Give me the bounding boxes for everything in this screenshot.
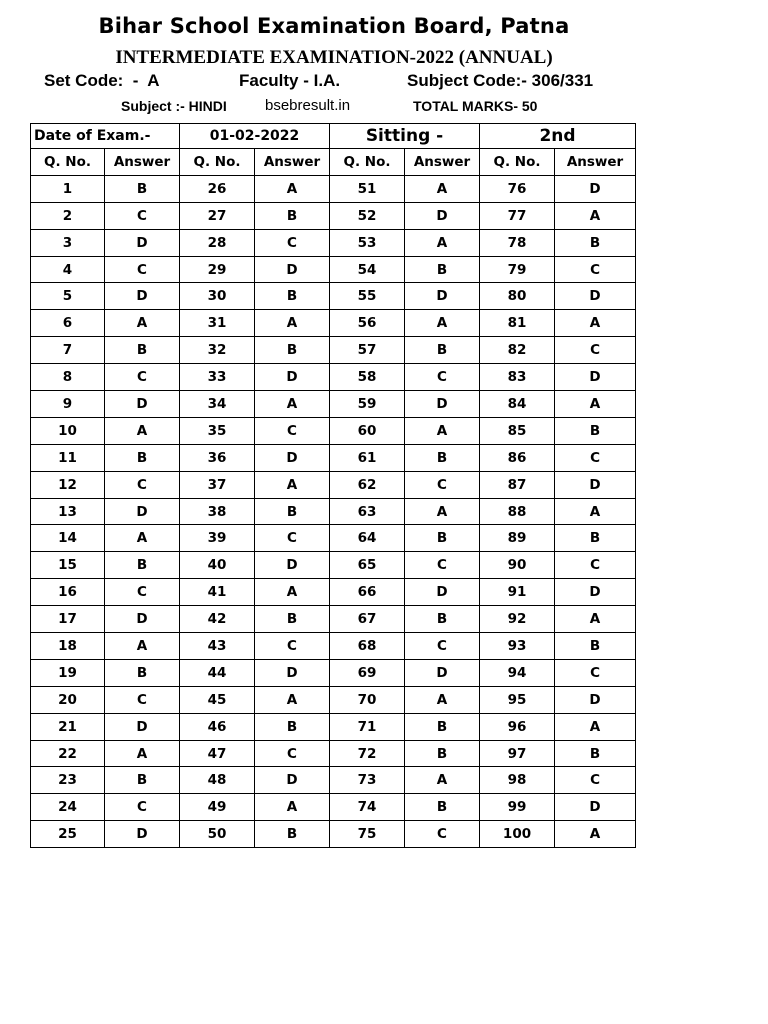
question-number: 89 bbox=[480, 525, 555, 552]
table-row bbox=[31, 821, 636, 848]
col-header-answer: Answer bbox=[105, 149, 180, 176]
answer-cell: A bbox=[405, 767, 480, 794]
question-number: 31 bbox=[180, 310, 255, 337]
answer-cell: B bbox=[555, 417, 636, 444]
answer-cell: A bbox=[255, 391, 330, 418]
answer-cell: C bbox=[105, 794, 180, 821]
question-number: 39 bbox=[180, 525, 255, 552]
table-row bbox=[31, 579, 636, 606]
answer-cell: B bbox=[555, 229, 636, 256]
answer-cell: A bbox=[555, 498, 636, 525]
col-header-qno: Q. No. bbox=[480, 149, 555, 176]
answer-cell: A bbox=[105, 740, 180, 767]
column-header-row bbox=[31, 149, 636, 176]
answer-cell: A bbox=[555, 310, 636, 337]
sitting-label: Sitting - bbox=[330, 124, 480, 149]
answer-cell: A bbox=[555, 713, 636, 740]
answer-cell: D bbox=[555, 471, 636, 498]
question-number: 54 bbox=[330, 256, 405, 283]
answer-cell: D bbox=[105, 606, 180, 633]
question-number: 28 bbox=[180, 229, 255, 256]
question-number: 49 bbox=[180, 794, 255, 821]
question-number: 33 bbox=[180, 364, 255, 391]
answer-cell: C bbox=[105, 364, 180, 391]
question-number: 42 bbox=[180, 606, 255, 633]
answer-cell: B bbox=[405, 444, 480, 471]
answer-cell: D bbox=[255, 659, 330, 686]
question-number: 18 bbox=[31, 633, 105, 660]
question-number: 24 bbox=[31, 794, 105, 821]
answer-cell: A bbox=[405, 175, 480, 202]
question-number: 36 bbox=[180, 444, 255, 471]
answer-cell: B bbox=[405, 525, 480, 552]
question-number: 83 bbox=[480, 364, 555, 391]
question-number: 59 bbox=[330, 391, 405, 418]
question-number: 90 bbox=[480, 552, 555, 579]
question-number: 21 bbox=[31, 713, 105, 740]
answer-cell: D bbox=[105, 713, 180, 740]
answer-cell: D bbox=[555, 794, 636, 821]
answer-cell: B bbox=[255, 821, 330, 848]
exam-title: INTERMEDIATE EXAMINATION-2022 (ANNUAL) bbox=[115, 47, 553, 68]
answer-cell: B bbox=[555, 740, 636, 767]
table-row bbox=[31, 337, 636, 364]
answer-cell: A bbox=[555, 391, 636, 418]
answer-cell: B bbox=[105, 552, 180, 579]
answer-cell: D bbox=[255, 364, 330, 391]
table-row bbox=[31, 444, 636, 471]
answer-cell: C bbox=[255, 229, 330, 256]
question-number: 34 bbox=[180, 391, 255, 418]
table-row bbox=[31, 767, 636, 794]
question-number: 7 bbox=[31, 337, 105, 364]
table-row bbox=[31, 740, 636, 767]
question-number: 91 bbox=[480, 579, 555, 606]
question-number: 61 bbox=[330, 444, 405, 471]
answer-cell: D bbox=[555, 175, 636, 202]
answer-cell: C bbox=[105, 579, 180, 606]
answer-cell: B bbox=[105, 337, 180, 364]
answer-cell: D bbox=[105, 498, 180, 525]
question-number: 97 bbox=[480, 740, 555, 767]
answer-cell: A bbox=[555, 821, 636, 848]
col-header-answer: Answer bbox=[405, 149, 480, 176]
question-number: 14 bbox=[31, 525, 105, 552]
answer-cell: D bbox=[405, 283, 480, 310]
answer-cell: C bbox=[555, 256, 636, 283]
answer-rows bbox=[31, 175, 636, 847]
answer-cell: A bbox=[555, 202, 636, 229]
table-row bbox=[31, 471, 636, 498]
col-header-answer: Answer bbox=[255, 149, 330, 176]
table-row bbox=[31, 606, 636, 633]
answer-cell: B bbox=[255, 202, 330, 229]
table-row bbox=[31, 256, 636, 283]
question-number: 80 bbox=[480, 283, 555, 310]
set-code: Set Code: - A bbox=[44, 71, 160, 90]
question-number: 70 bbox=[330, 686, 405, 713]
question-number: 32 bbox=[180, 337, 255, 364]
answer-cell: B bbox=[105, 175, 180, 202]
question-number: 47 bbox=[180, 740, 255, 767]
answer-cell: B bbox=[255, 713, 330, 740]
question-number: 72 bbox=[330, 740, 405, 767]
question-number: 94 bbox=[480, 659, 555, 686]
answer-cell: C bbox=[555, 659, 636, 686]
question-number: 55 bbox=[330, 283, 405, 310]
table-row bbox=[31, 283, 636, 310]
answer-cell: D bbox=[405, 659, 480, 686]
answer-cell: C bbox=[255, 417, 330, 444]
board-title: Bihar School Examination Board, Patna bbox=[98, 14, 570, 38]
answer-cell: D bbox=[105, 821, 180, 848]
question-number: 85 bbox=[480, 417, 555, 444]
table-row bbox=[31, 364, 636, 391]
question-number: 92 bbox=[480, 606, 555, 633]
answer-cell: C bbox=[555, 767, 636, 794]
question-number: 43 bbox=[180, 633, 255, 660]
answer-cell: C bbox=[255, 633, 330, 660]
answer-cell: D bbox=[255, 256, 330, 283]
answer-cell: D bbox=[405, 202, 480, 229]
question-number: 46 bbox=[180, 713, 255, 740]
answer-cell: D bbox=[105, 391, 180, 418]
question-number: 98 bbox=[480, 767, 555, 794]
table-row bbox=[31, 229, 636, 256]
question-number: 99 bbox=[480, 794, 555, 821]
question-number: 22 bbox=[31, 740, 105, 767]
question-number: 68 bbox=[330, 633, 405, 660]
question-number: 3 bbox=[31, 229, 105, 256]
answer-cell: A bbox=[105, 417, 180, 444]
question-number: 30 bbox=[180, 283, 255, 310]
date-label: Date of Exam.- bbox=[31, 124, 180, 149]
question-number: 38 bbox=[180, 498, 255, 525]
question-number: 77 bbox=[480, 202, 555, 229]
answer-cell: A bbox=[105, 525, 180, 552]
answer-cell: B bbox=[555, 525, 636, 552]
answer-cell: D bbox=[555, 283, 636, 310]
answer-cell: A bbox=[255, 471, 330, 498]
answer-cell: B bbox=[555, 633, 636, 660]
answer-cell: A bbox=[255, 686, 330, 713]
question-number: 16 bbox=[31, 579, 105, 606]
question-number: 12 bbox=[31, 471, 105, 498]
question-number: 13 bbox=[31, 498, 105, 525]
answer-cell: A bbox=[555, 606, 636, 633]
question-number: 93 bbox=[480, 633, 555, 660]
question-number: 64 bbox=[330, 525, 405, 552]
answer-cell: B bbox=[105, 767, 180, 794]
col-header-answer: Answer bbox=[555, 149, 636, 176]
question-number: 20 bbox=[31, 686, 105, 713]
answer-cell: B bbox=[405, 713, 480, 740]
answer-cell: D bbox=[555, 364, 636, 391]
answer-cell: A bbox=[405, 686, 480, 713]
question-number: 10 bbox=[31, 417, 105, 444]
question-number: 87 bbox=[480, 471, 555, 498]
question-number: 27 bbox=[180, 202, 255, 229]
question-number: 76 bbox=[480, 175, 555, 202]
answer-cell: A bbox=[255, 794, 330, 821]
answer-cell: A bbox=[405, 310, 480, 337]
question-number: 79 bbox=[480, 256, 555, 283]
question-number: 23 bbox=[31, 767, 105, 794]
table-row bbox=[31, 659, 636, 686]
question-number: 37 bbox=[180, 471, 255, 498]
table-row bbox=[31, 552, 636, 579]
answer-cell: C bbox=[405, 633, 480, 660]
answer-cell: C bbox=[105, 256, 180, 283]
answer-cell: A bbox=[105, 310, 180, 337]
table-row bbox=[31, 686, 636, 713]
answer-cell: C bbox=[255, 740, 330, 767]
question-number: 74 bbox=[330, 794, 405, 821]
question-number: 71 bbox=[330, 713, 405, 740]
answer-cell: D bbox=[105, 283, 180, 310]
question-number: 26 bbox=[180, 175, 255, 202]
question-number: 11 bbox=[31, 444, 105, 471]
question-number: 44 bbox=[180, 659, 255, 686]
answer-cell: D bbox=[555, 579, 636, 606]
answer-cell: C bbox=[105, 686, 180, 713]
answer-cell: A bbox=[105, 633, 180, 660]
question-number: 100 bbox=[480, 821, 555, 848]
answer-cell: B bbox=[405, 740, 480, 767]
question-number: 63 bbox=[330, 498, 405, 525]
answer-cell: D bbox=[255, 444, 330, 471]
question-number: 52 bbox=[330, 202, 405, 229]
answer-cell: D bbox=[405, 391, 480, 418]
table-row bbox=[31, 498, 636, 525]
table-row bbox=[31, 525, 636, 552]
table-row bbox=[31, 713, 636, 740]
answer-cell: B bbox=[405, 256, 480, 283]
question-number: 45 bbox=[180, 686, 255, 713]
question-number: 82 bbox=[480, 337, 555, 364]
question-number: 56 bbox=[330, 310, 405, 337]
answer-cell: C bbox=[405, 471, 480, 498]
question-number: 19 bbox=[31, 659, 105, 686]
question-number: 5 bbox=[31, 283, 105, 310]
answer-cell: C bbox=[555, 444, 636, 471]
answer-cell: D bbox=[105, 229, 180, 256]
question-number: 51 bbox=[330, 175, 405, 202]
question-number: 78 bbox=[480, 229, 555, 256]
question-number: 62 bbox=[330, 471, 405, 498]
table-row bbox=[31, 175, 636, 202]
answer-cell: A bbox=[405, 498, 480, 525]
question-number: 53 bbox=[330, 229, 405, 256]
answer-cell: A bbox=[255, 175, 330, 202]
question-number: 6 bbox=[31, 310, 105, 337]
table-row bbox=[31, 633, 636, 660]
answer-cell: B bbox=[405, 606, 480, 633]
question-number: 8 bbox=[31, 364, 105, 391]
answer-cell: B bbox=[255, 283, 330, 310]
question-number: 86 bbox=[480, 444, 555, 471]
answer-cell: A bbox=[405, 417, 480, 444]
question-number: 4 bbox=[31, 256, 105, 283]
question-number: 9 bbox=[31, 391, 105, 418]
question-number: 84 bbox=[480, 391, 555, 418]
subject-code: Subject Code:- 306/331 bbox=[407, 71, 594, 90]
question-number: 50 bbox=[180, 821, 255, 848]
question-number: 66 bbox=[330, 579, 405, 606]
question-number: 41 bbox=[180, 579, 255, 606]
answer-cell: C bbox=[555, 337, 636, 364]
answer-cell: B bbox=[255, 337, 330, 364]
question-number: 15 bbox=[31, 552, 105, 579]
answer-cell: B bbox=[255, 498, 330, 525]
answer-cell: D bbox=[255, 552, 330, 579]
question-number: 96 bbox=[480, 713, 555, 740]
answer-cell: A bbox=[255, 579, 330, 606]
answer-cell: C bbox=[555, 552, 636, 579]
answer-cell: C bbox=[105, 471, 180, 498]
question-number: 48 bbox=[180, 767, 255, 794]
question-number: 25 bbox=[31, 821, 105, 848]
question-number: 81 bbox=[480, 310, 555, 337]
answer-cell: B bbox=[255, 606, 330, 633]
col-header-qno: Q. No. bbox=[31, 149, 105, 176]
question-number: 67 bbox=[330, 606, 405, 633]
subject: Subject :- HINDI bbox=[121, 98, 227, 114]
answer-cell: D bbox=[555, 686, 636, 713]
question-number: 95 bbox=[480, 686, 555, 713]
question-number: 75 bbox=[330, 821, 405, 848]
answer-cell: B bbox=[405, 794, 480, 821]
answer-cell: C bbox=[105, 202, 180, 229]
sitting-value: 2nd bbox=[480, 124, 636, 149]
answer-key-table bbox=[30, 123, 636, 848]
answer-cell: A bbox=[255, 310, 330, 337]
question-number: 35 bbox=[180, 417, 255, 444]
answer-cell: C bbox=[405, 364, 480, 391]
date-row bbox=[31, 124, 636, 149]
answer-cell: B bbox=[105, 659, 180, 686]
question-number: 17 bbox=[31, 606, 105, 633]
answer-cell: B bbox=[405, 337, 480, 364]
question-number: 29 bbox=[180, 256, 255, 283]
answer-cell: C bbox=[405, 821, 480, 848]
question-number: 73 bbox=[330, 767, 405, 794]
answer-cell: C bbox=[405, 552, 480, 579]
answer-cell: D bbox=[255, 767, 330, 794]
col-header-qno: Q. No. bbox=[180, 149, 255, 176]
question-number: 88 bbox=[480, 498, 555, 525]
table-row bbox=[31, 202, 636, 229]
question-number: 58 bbox=[330, 364, 405, 391]
answer-cell: A bbox=[405, 229, 480, 256]
table-row bbox=[31, 310, 636, 337]
date-value: 01-02-2022 bbox=[180, 124, 330, 149]
question-number: 65 bbox=[330, 552, 405, 579]
col-header-qno: Q. No. bbox=[330, 149, 405, 176]
question-number: 1 bbox=[31, 175, 105, 202]
table-row bbox=[31, 391, 636, 418]
table-row bbox=[31, 794, 636, 821]
question-number: 2 bbox=[31, 202, 105, 229]
total-marks: TOTAL MARKS- 50 bbox=[413, 98, 538, 114]
question-number: 40 bbox=[180, 552, 255, 579]
question-number: 69 bbox=[330, 659, 405, 686]
faculty: Faculty - I.A. bbox=[239, 71, 341, 90]
question-number: 57 bbox=[330, 337, 405, 364]
question-number: 60 bbox=[330, 417, 405, 444]
answer-cell: C bbox=[255, 525, 330, 552]
answer-cell: B bbox=[105, 444, 180, 471]
table-row bbox=[31, 417, 636, 444]
answer-cell: D bbox=[405, 579, 480, 606]
website: bsebresult.in bbox=[265, 97, 351, 114]
